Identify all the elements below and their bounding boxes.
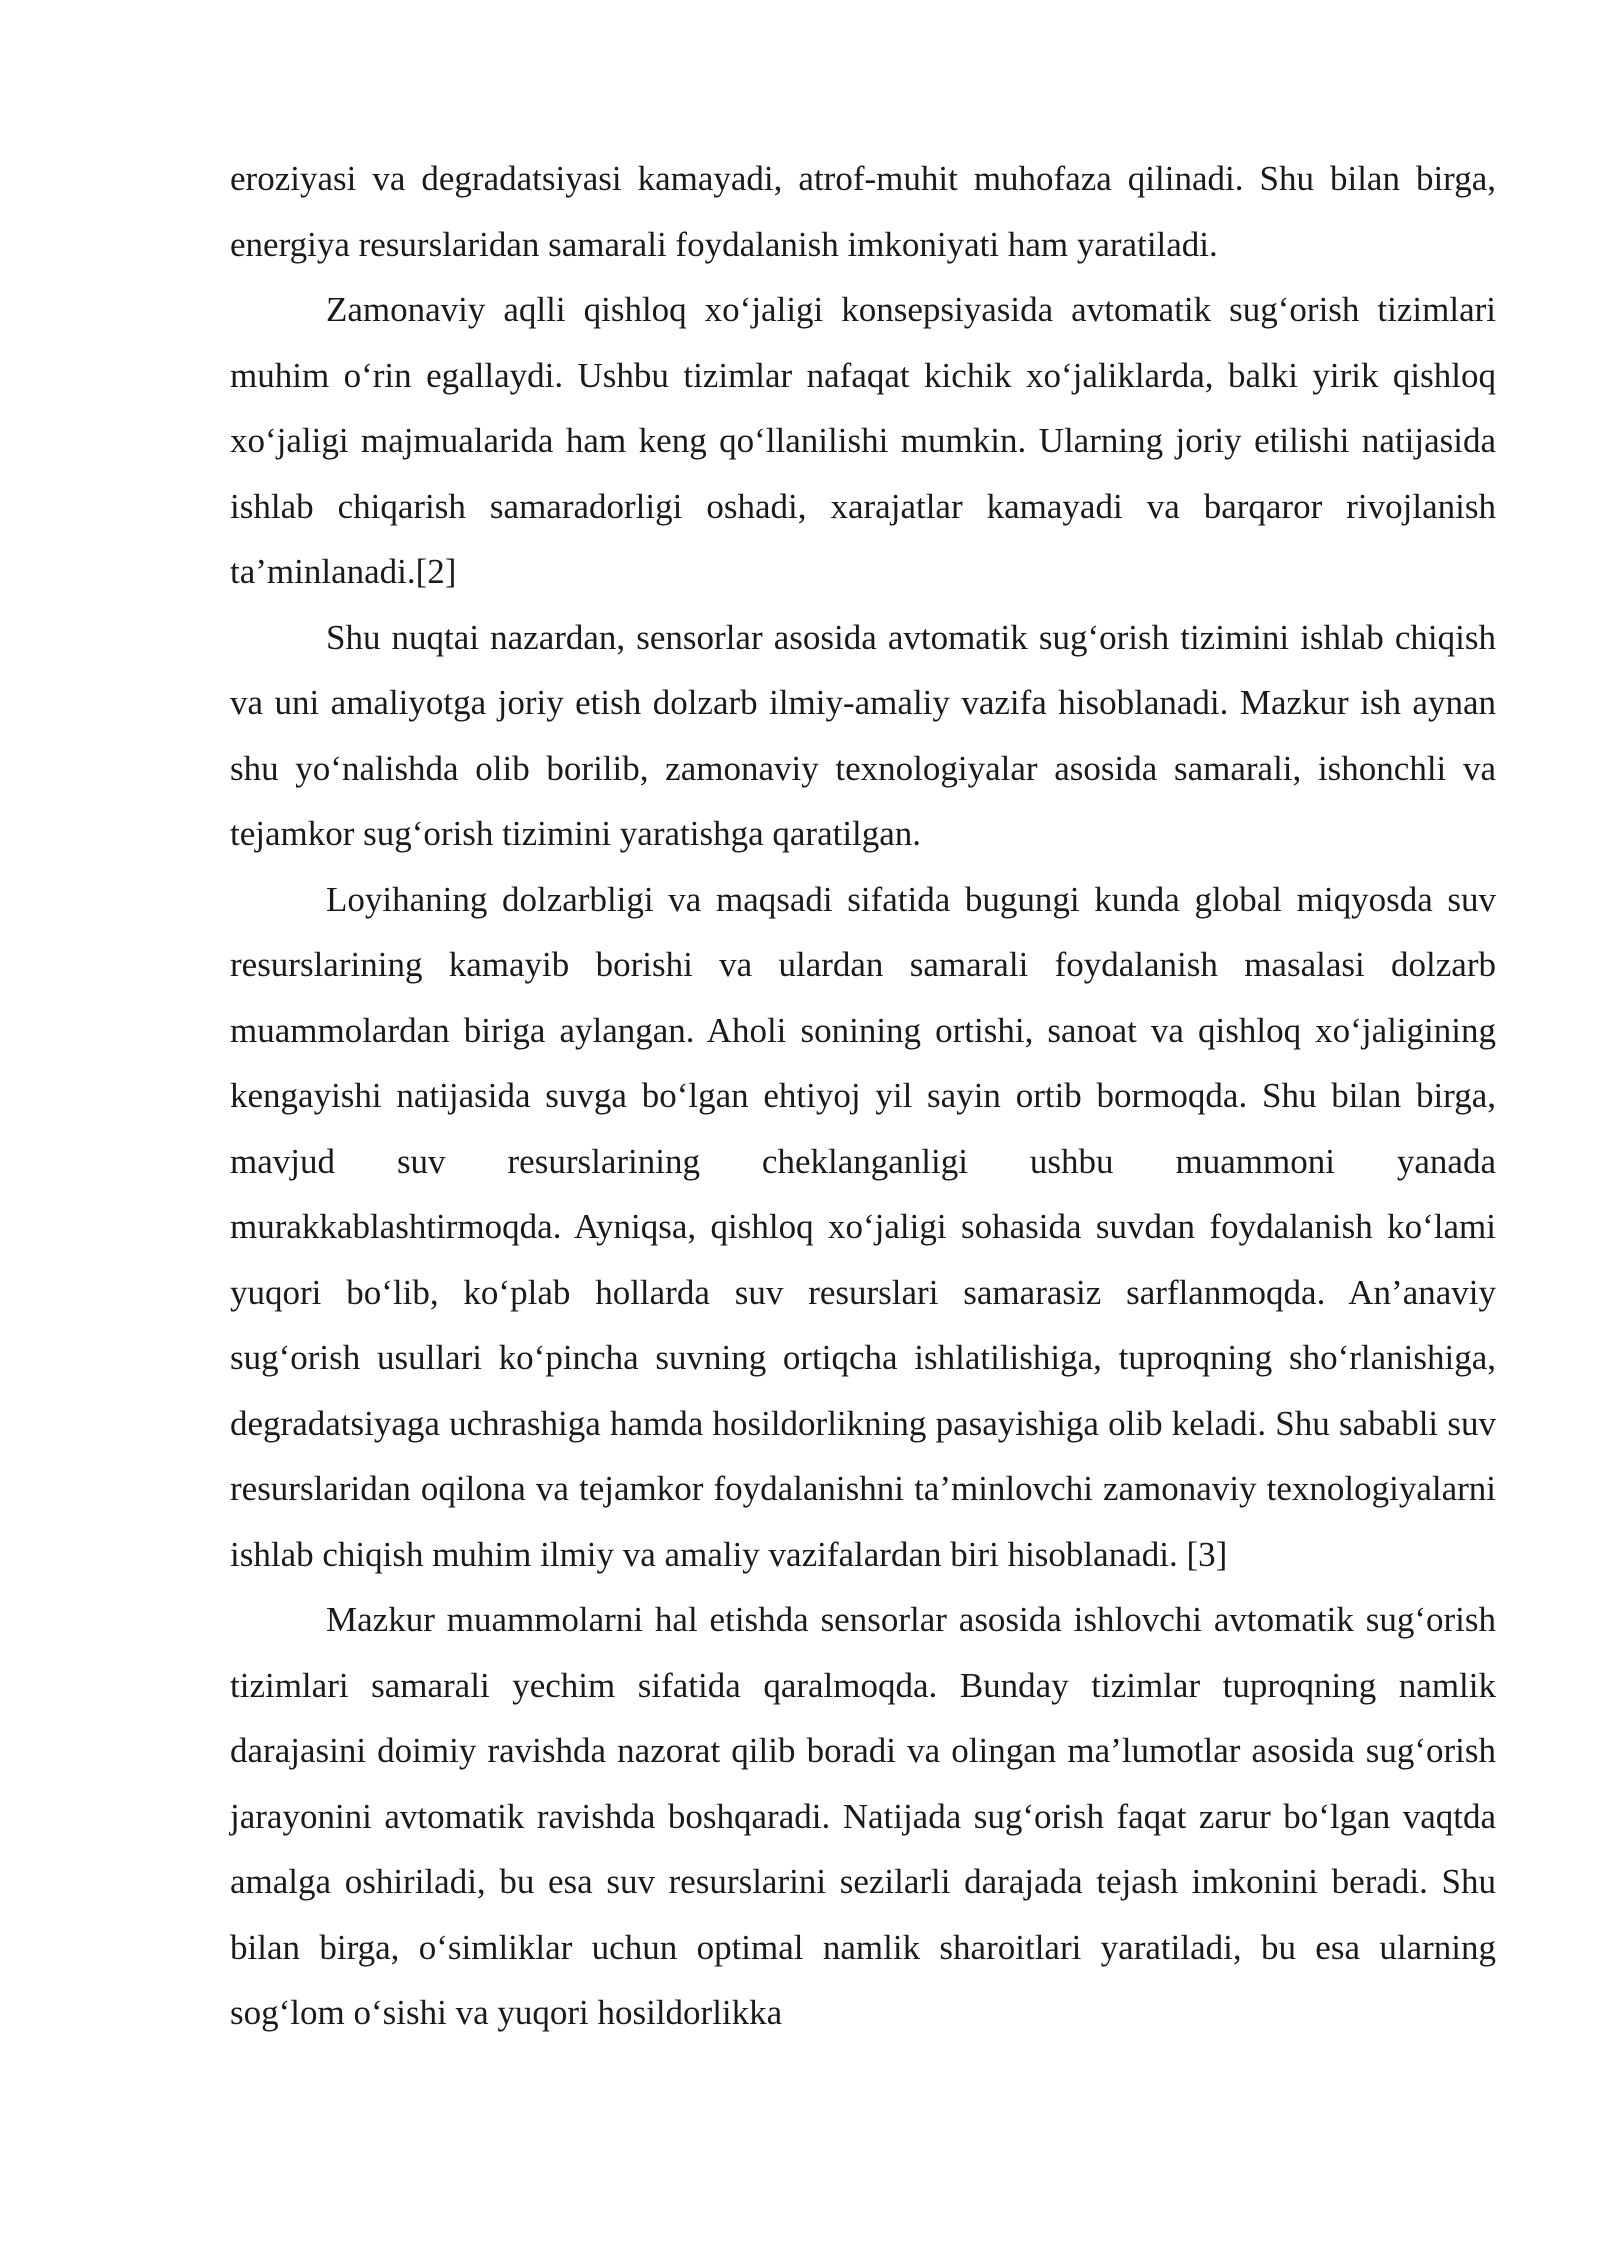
paragraph: Mazkur muammolarni hal etishda sensorlar asosida ishlovchi avtomatik sug‘orish tizimlari samarali yechim sifatida qaralmoqda. Bunday tizimlar tuproqning namlik darajasini doimiy ravishda nazorat qilib boradi va olingan ma’lumotlar asosida sug‘orish jarayonini avtomatik ravishda boshqaradi. Natijada sug‘orish faqat zarur bo‘lgan vaqtda amalga oshiriladi, bu esa suv resurslarini sezilarli darajada tejash imkonini beradi. Shu bilan birga, o‘simliklar uchun optimal namlik sharoitlari yaratiladi, bu esa ularning sog‘lom o‘sishi va yuqori hosildorlikka xyxy=(230,1600,1496,2032)
paragraph: Shu nuqtai nazardan, sensorlar asosida avtomatik sug‘orish tizimini ishlab chiqish va uni amaliyotga joriy etish dolzarb ilmiy-amaliy vazifa hisoblanadi. Mazkur ish aynan shu yo‘nalishda olib borilib, zamonaviy texnologiyalar asosida samarali, ishonchli va tejamkor sug‘orish tizimini yaratishga qaratilgan. xyxy=(230,617,1496,853)
body-text xyxy=(230,146,1496,2046)
paragraph-continuation: eroziyasi va degradatsiyasi kamayadi, atrof-muhit muhofaza qilinadi. Shu bilan birga, energiya resurslaridan samarali foydalanish imkoniyati ham yaratiladi. xyxy=(230,159,1496,264)
paragraph: Zamonaviy aqlli qishloq xo‘jaligi konsepsiyasida avtomatik sug‘orish tizimlari muhim o‘rin egallaydi. Ushbu tizimlar nafaqat kichik xo‘jaliklarda, balki yirik qishloq xo‘jaligi majmualarida ham keng qo‘llanilishi mumkin. Ularning joriy etilishi natijasida ishlab chiqarish samaradorligi oshadi, xarajatlar kamayadi va barqaror rivojlanish ta’minlanadi.[2] xyxy=(230,290,1496,591)
paragraph: Loyihaning dolzarbligi va maqsadi sifatida bugungi kunda global miqyosda suv resurslarining kamayib borishi va ulardan samarali foydalanish masalasi dolzarb muammolardan biriga aylangan. Aholi sonining ortishi, sanoat va qishloq xo‘jaligining kengayishi natijasida suvga bo‘lgan ehtiyoj yil sayin ortib bormoqda. Shu bilan birga, mavjud suv resurslarining cheklanganligi ushbu muammoni yanada murakkablashtirmoqda. Ayniqsa, qishloq xo‘jaligi sohasida suvdan foydalanish ko‘lami yuqori bo‘lib, ko‘plab hollarda suv resurslari samarasiz sarflanmoqda. An’anaviy sug‘orish usullari ko‘pincha suvning ortiqcha ishlatilishiga, tuproqning sho‘rlanishiga, degradatsiyaga uchrashiga hamda hosildorlikning pasayishiga olib keladi. Shu sababli suv resurslaridan oqilona va tejamkor foydalanishni ta’minlovchi zamonaviy texnologiyalarni ishlab chiqish muhim ilmiy va amaliy vazifalardan biri hisoblanadi. [3] xyxy=(230,879,1496,1574)
